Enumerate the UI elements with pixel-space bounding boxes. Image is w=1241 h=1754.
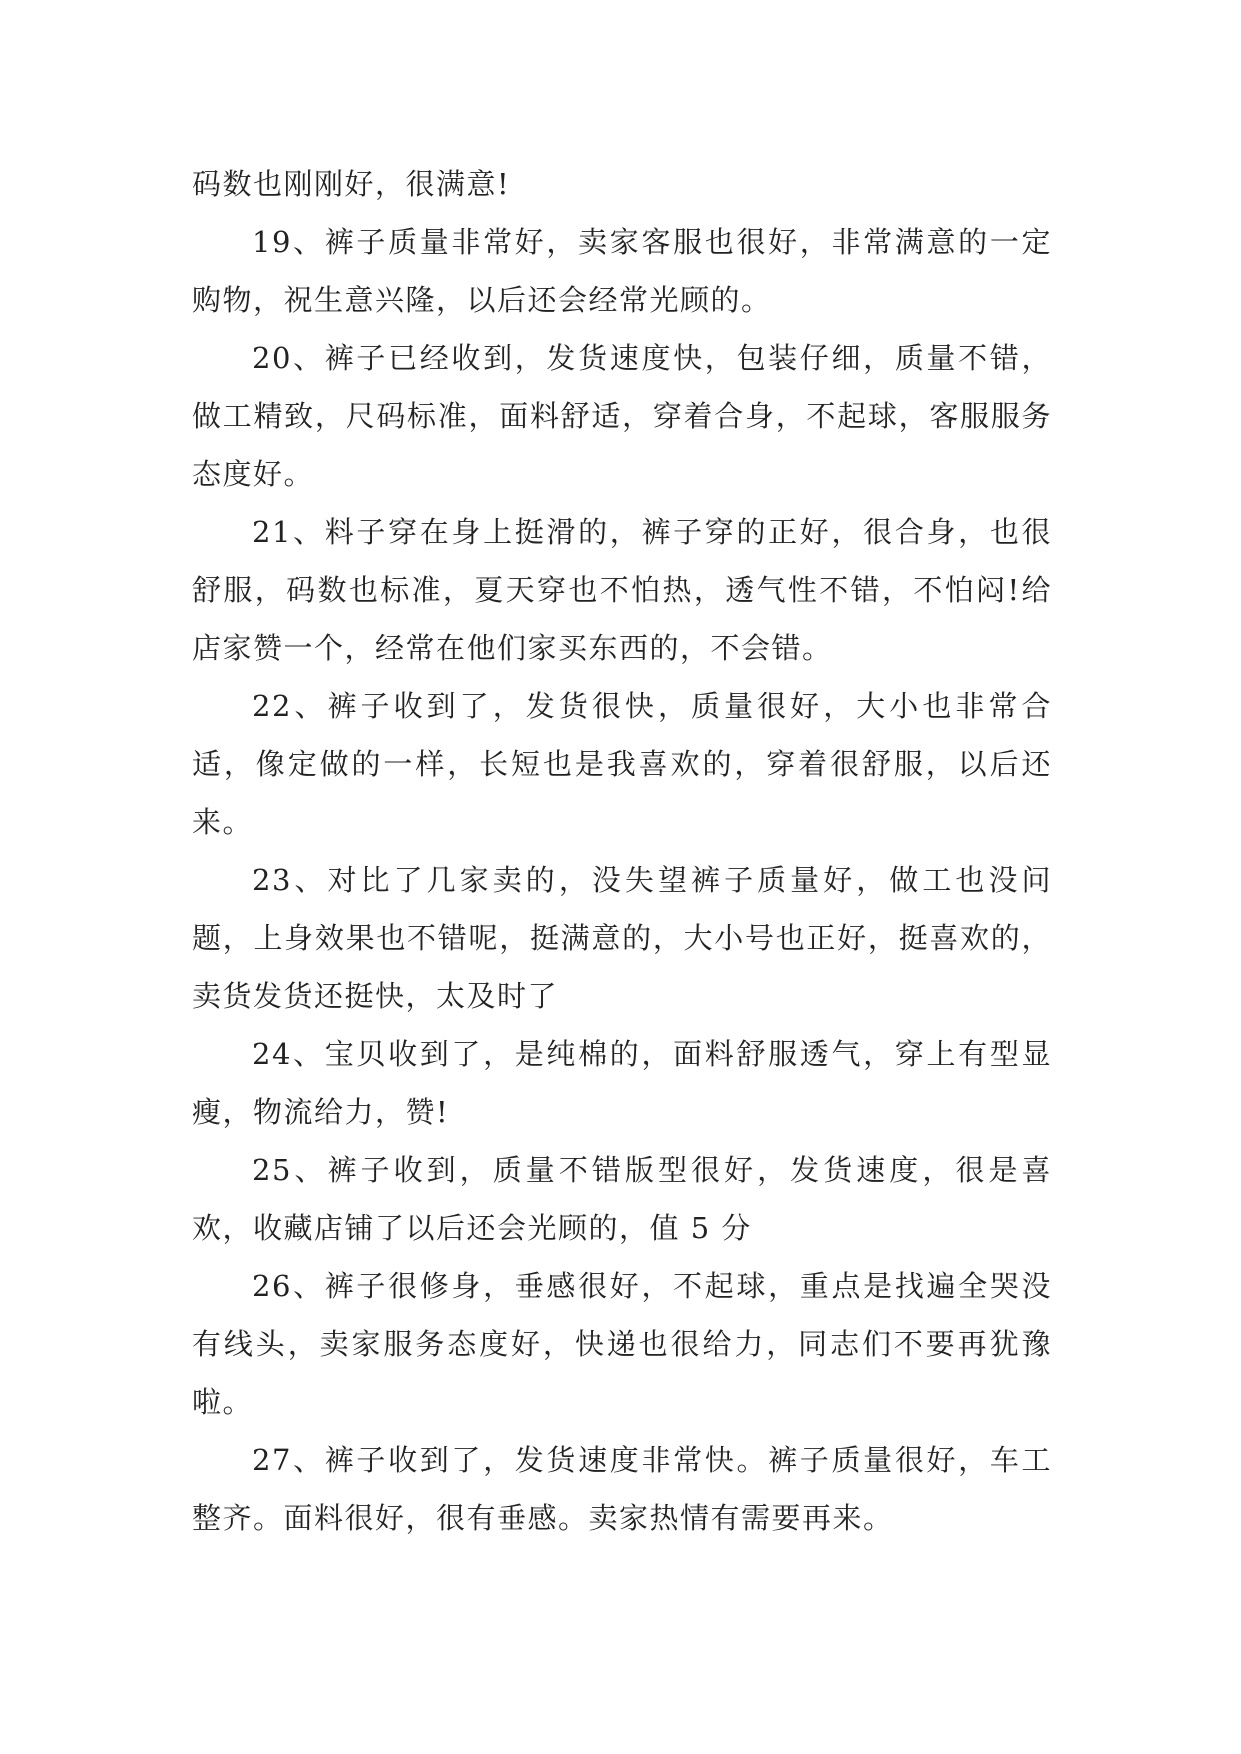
paragraph-review-23: 23、对比了几家卖的，没失望裤子质量好，做工也没问题，上身效果也不错呢，挺满意的，大小号也正好，挺喜欢的，卖货发货还挺快，太及时了 <box>192 863 1052 1013</box>
paragraph-review-20: 20、裤子已经收到，发货速度快，包装仔细，质量不错，做工精致，尺码标准，面料舒适，穿着合身，不起球，客服服务态度好。 <box>192 341 1052 491</box>
paragraph-review-19: 19、裤子质量非常好，卖家客服也很好，非常满意的一定购物，祝生意兴隆，以后还会经常光顾的。 <box>192 225 1052 317</box>
paragraph-review-22: 22、裤子收到了，发货很快，质量很好，大小也非常合适，像定做的一样，长短也是我喜欢的，穿着很舒服，以后还来。 <box>192 689 1052 839</box>
paragraph-review-24: 24、宝贝收到了，是纯棉的，面料舒服透气，穿上有型显瘦，物流给力，赞! <box>192 1037 1052 1129</box>
paragraph-review-27: 27、裤子收到了，发货速度非常快。裤子质量很好，车工整齐。面料很好，很有垂感。卖家热情有需要再来。 <box>192 1443 1052 1535</box>
paragraph-review-26: 26、裤子很修身，垂感很好，不起球，重点是找遍全哭没有线头，卖家服务态度好，快递也很给力，同志们不要再犹豫啦。 <box>192 1269 1052 1419</box>
paragraph-review-21: 21、料子穿在身上挺滑的，裤子穿的正好，很合身，也很舒服，码数也标准，夏天穿也不怕热，透气性不错，不怕闷!给店家赞一个，经常在他们家买东西的，不会错。 <box>192 515 1052 665</box>
paragraph-review-25: 25、裤子收到，质量不错版型很好，发货速度，很是喜欢，收藏店铺了以后还会光顾的，值 5 分 <box>192 1153 1052 1245</box>
paragraph-continuation: 码数也刚刚好，很满意! <box>192 167 511 201</box>
document-body <box>192 155 1052 1547</box>
